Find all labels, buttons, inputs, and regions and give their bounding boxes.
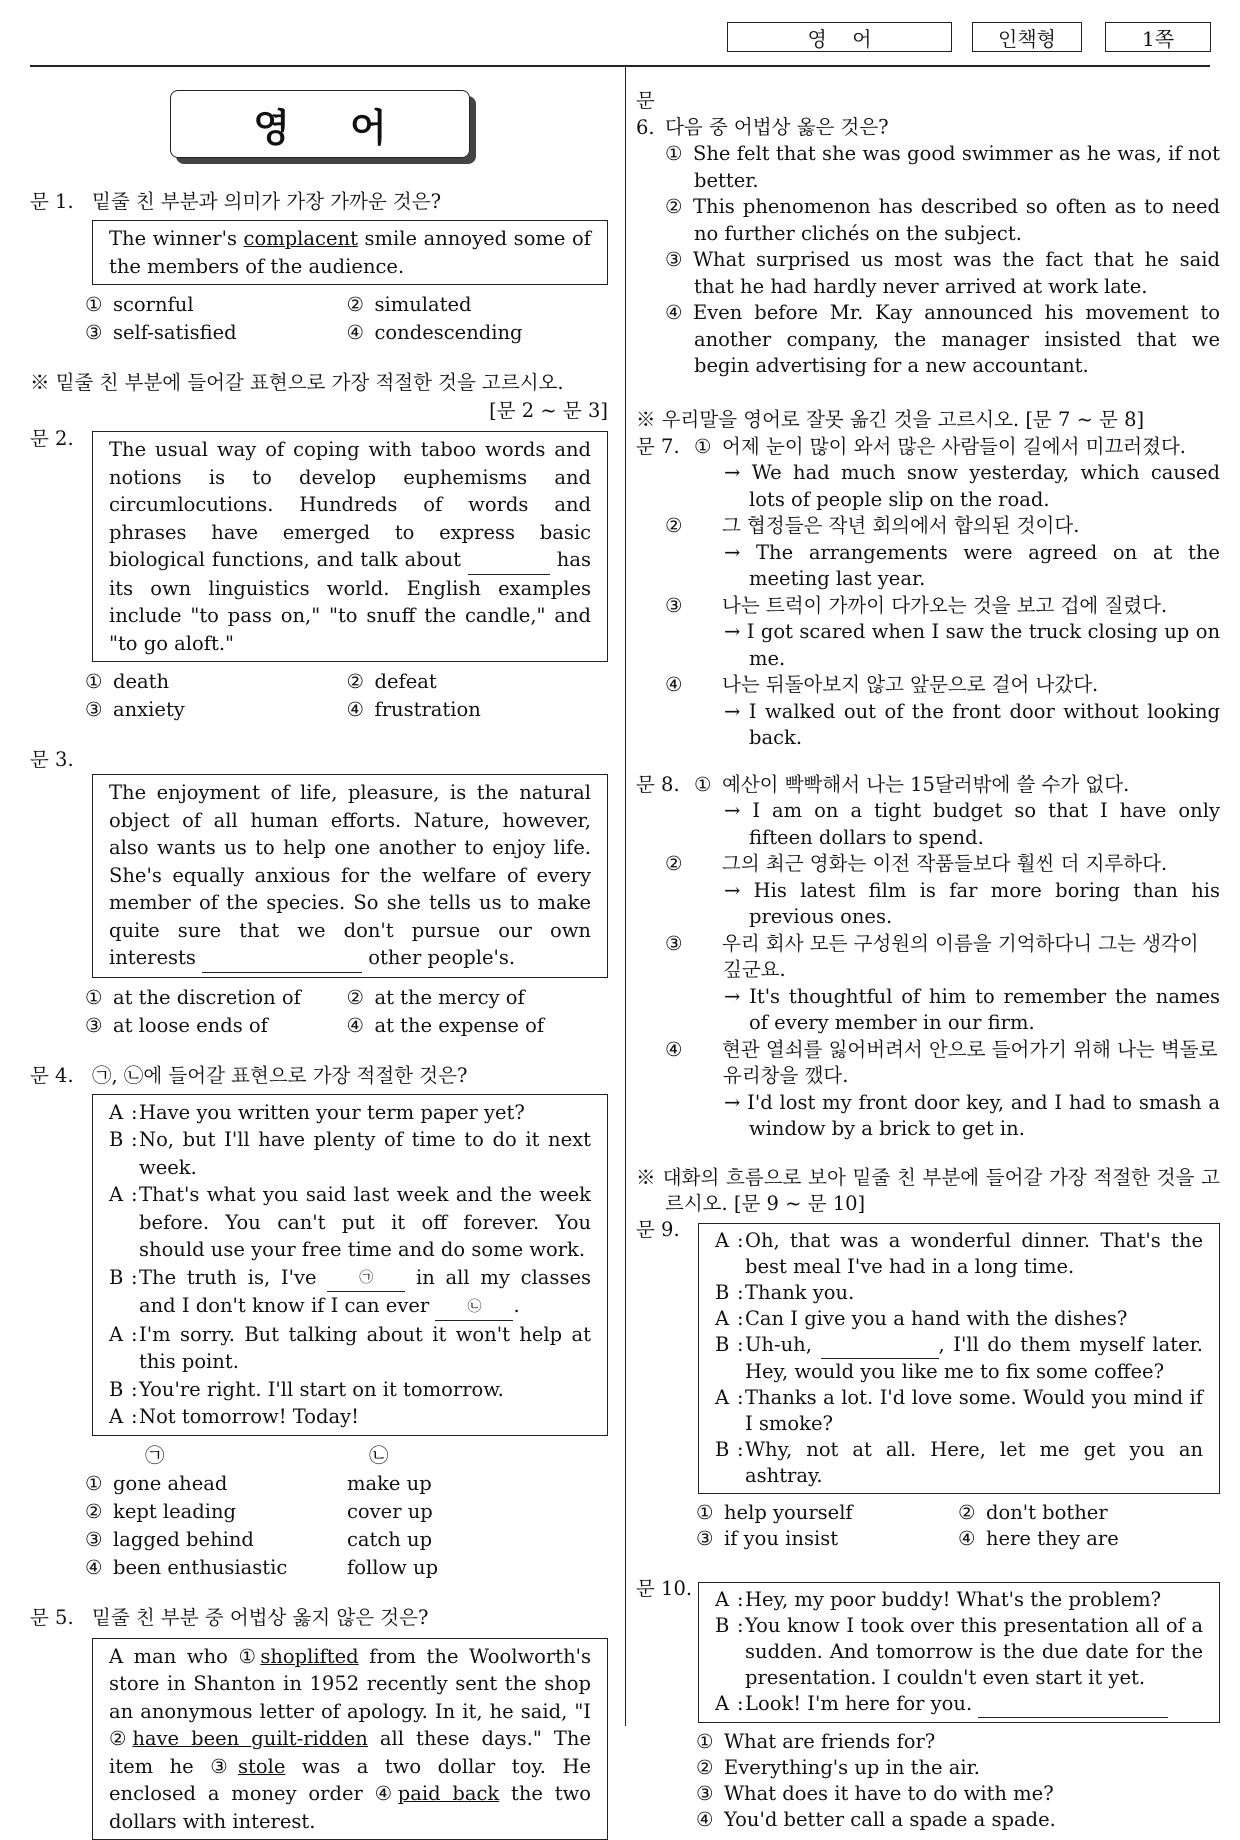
option-2[interactable]: ② defeat	[347, 668, 609, 696]
option-3[interactable]: ③ self-satisfied	[85, 319, 347, 347]
question-number: 문 4.	[30, 1062, 92, 1090]
options	[696, 1729, 1220, 1833]
option-3[interactable]: ③ lagged behind	[85, 1526, 347, 1554]
dialogue-line: A : Can I give you a hand with the dishes?	[715, 1306, 1203, 1332]
option-1[interactable]: ① at the discretion of	[85, 984, 347, 1012]
passage-box: The winner's complacent smile annoyed some of the members of the audience.	[92, 220, 608, 285]
underlined-word: complacent	[244, 227, 358, 250]
underlined-part-1: shoplifted	[260, 1645, 358, 1668]
question-9	[636, 1217, 1220, 1494]
option-3[interactable]: ③ at loose ends of	[85, 1012, 347, 1040]
option-4[interactable]: ④ been enthusiastic	[85, 1554, 347, 1582]
question-number: 문 2.	[30, 425, 92, 662]
dialogue-line: B : No, but I'll have plenty of time to do it next week.	[109, 1126, 591, 1181]
option-2[interactable]: ② kept leading	[85, 1498, 347, 1526]
option-4[interactable]: ④ You'd better call a spade a spade.	[696, 1807, 1220, 1833]
question-1	[30, 188, 608, 347]
question-stem: 밑줄 친 부분 중 어법상 옳지 않은 것은?	[92, 1606, 428, 1629]
dialogue-line: B : Thank you.	[715, 1280, 1203, 1306]
question-number: 문 8.	[636, 772, 694, 799]
dialogue-line: A : That's what you said last week and the week before. You can't put it off forever. You should use your free time and do some work.	[109, 1181, 591, 1264]
options	[696, 1500, 1220, 1552]
options	[85, 291, 608, 347]
question-stem: ㉠, ㉡에 들어갈 표현으로 가장 적절한 것은?	[92, 1064, 467, 1087]
answer-blank	[978, 1691, 1168, 1718]
option-1[interactable]: ① scornful	[85, 291, 347, 319]
instruction-note: ※ 우리말을 영어로 잘못 옮긴 것을 고르시오. [문 7 ~ 문 8]	[636, 406, 1220, 434]
translation-item[interactable]: → I am on a tight budget so that I have only fifteen dollars to spend. ② 그의 최근 영화는 이전 작품들보다 훨씬 더 지루하다. → His latest film is far more boring than his previous ones. ③ 우리 회사 모든 구성원의 이름을 기억하다니 그는 생각이 깊군요. → It's thoughtful of him to remember the names of every member in our firm. ④ 현관 열쇠를 잃어버려서 안으로 들어가기 위해 나는 벽돌로 유리창을 깼다. → I'd lost my front door key, and I had to smash a window by a brick to get in.	[636, 798, 1220, 1143]
passage-box: The usual way of coping with taboo words and notions is to develop euphemisms and circumlocutions. Hundreds of words and phrases have emerged to express basic biological functions, and talk about has its own linguistics world. English examples include "to pass on," "to snuff the candle," and "to go aloft."	[92, 431, 608, 662]
option-3[interactable]: ③ What surprised us most was the fact that he said that he had hardly never arrived at work late.	[636, 247, 1220, 300]
option-3[interactable]: ③ anxiety	[85, 696, 347, 724]
header-rule	[30, 65, 1210, 67]
option-3[interactable]: ③ What does it have to do with me?	[696, 1781, 1220, 1807]
question-stem: 밑줄 친 부분과 의미가 가장 가까운 것은?	[92, 190, 441, 213]
question-3	[30, 746, 608, 1040]
question-number: 문 3.	[30, 746, 608, 774]
blank-a: ㉠	[327, 1264, 405, 1293]
passage-box: The enjoyment of life, pleasure, is the natural object of all human efforts. Nature, however, also wants us to help one another to enjoy life. She's equally anxious for the welfare of every member of the species. So she tells us to make quite sure that we don't pursue our own interests other people's.	[92, 774, 608, 978]
option-4[interactable]: ④ frustration	[347, 696, 609, 724]
option-2[interactable]: ② simulated	[347, 291, 609, 319]
question-number: 문 10.	[636, 1576, 698, 1723]
options	[85, 668, 608, 724]
dialogue-line: A : Oh, that was a wonderful dinner. That's the best meal I've had in a long time.	[715, 1228, 1203, 1280]
dialogue-line: B : The truth is, I've ㉠ in all my classes and I don't know if I can ever ㉡ .	[109, 1264, 591, 1321]
option-2-b[interactable]: cover up	[347, 1498, 608, 1526]
dialogue-box	[698, 1223, 1220, 1494]
dialogue-line: A : Not tomorrow! Today!	[109, 1403, 591, 1431]
question-4	[30, 1062, 608, 1582]
options	[85, 1442, 608, 1582]
translation-item[interactable]: → We had much snow yesterday, which caused lots of people slip on the road. ② 그 협정들은 작년 회의에서 합의된 것이다. → The arrangements were agreed on at the meeting last year. ③ 나는 트럭이 가까이 다가오는 것을 보고 겁에 질렸다. → I got scared when I saw the truck closing up on me. ④ 나는 뒤돌아보지 않고 앞문으로 걸어 나갔다. → I walked out of the front door without looking back.	[636, 460, 1220, 752]
page-number-label: 1쪽	[1105, 22, 1211, 52]
dialogue-box	[698, 1582, 1220, 1723]
option-4-b[interactable]: follow up	[347, 1554, 608, 1582]
dialogue-line: A : Thanks a lot. I'd love some. Would you mind if I smoke?	[715, 1385, 1203, 1437]
instruction-note: ※ 대화의 흐름으로 보아 밑줄 친 부분에 들어갈 가장 적절한 것을 고르시오. [문 9 ~ 문 10]	[636, 1165, 1220, 1217]
question-number: 문 7.	[636, 434, 694, 461]
column-head-b: ㉡	[347, 1442, 608, 1470]
column-head-a: ㉠	[85, 1442, 347, 1470]
option-3-b[interactable]: catch up	[347, 1526, 608, 1554]
options	[85, 984, 608, 1040]
instruction-note: ※ 밑줄 친 부분에 들어갈 표현으로 가장 적절한 것을 고르시오. [문 2 ~ 문 3]	[30, 369, 608, 425]
option-2[interactable]: ② This phenomenon has described so often as to need no further clichés on the subject.	[636, 194, 1220, 247]
option-3[interactable]: ③ if you insist	[696, 1526, 958, 1552]
dialogue-line: B : You know I took over this presentation all of a sudden. And tomorrow is the due date for the presentation. I couldn't even start it yet.	[715, 1613, 1203, 1691]
booklet-type-label: 인책형	[972, 22, 1082, 52]
answer-blank	[202, 944, 362, 973]
answer-blank	[468, 546, 550, 575]
question-number: 문 6.	[636, 88, 665, 141]
right-column	[636, 88, 1220, 1833]
page-title: 영어	[170, 90, 470, 158]
dialogue-line: A : Hey, my poor buddy! What's the problem?	[715, 1587, 1203, 1613]
dialogue-line: B : You're right. I'll start on it tomorrow.	[109, 1376, 591, 1404]
option-1[interactable]: ① gone ahead	[85, 1470, 347, 1498]
underlined-part-4: paid back	[398, 1782, 499, 1805]
question-10	[636, 1576, 1220, 1723]
option-4[interactable]: ④ Even before Mr. Kay announced his movement to another company, the manager insisted that we begin advertising for a new accountant.	[636, 300, 1220, 380]
left-column	[30, 86, 608, 1840]
option-1[interactable]: ① help yourself	[696, 1500, 958, 1526]
option-4[interactable]: ④ at the expense of	[347, 1012, 609, 1040]
dialogue-box	[92, 1094, 608, 1436]
subject-label: 영 어	[727, 22, 952, 52]
question-number: 문 5.	[30, 1604, 92, 1632]
option-2[interactable]: ② at the mercy of	[347, 984, 609, 1012]
option-1[interactable]: ① death	[85, 668, 347, 696]
underlined-part-2: have been guilt-ridden	[132, 1727, 368, 1750]
question-2	[30, 425, 608, 662]
underlined-part-3: stole	[238, 1755, 285, 1778]
passage-box: A man who ①shoplifted from the Woolworth's store in Shanton in 1952 recently sent the shop an anonymous letter of apology. In it, he said, "I ②have been guilt-ridden all these days." The item he ③stole was a two dollar toy. He enclosed a money order ④paid back the two dollars with interest.	[92, 1638, 608, 1840]
option-2[interactable]: ② don't bother	[958, 1500, 1220, 1526]
answer-blank	[821, 1332, 939, 1359]
dialogue-line: B : Uh-uh, , I'll do them myself later. Hey, would you like me to fix some coffee?	[715, 1332, 1203, 1385]
question-8: 문 8. ① 예산이 빡빡해서 나는 15달러밖에 쓸 수가 없다. → I am on a tight budget so that I have only fifteen dollars to spend. ② 그의 최근 영화는 이전 작품들보다 훨씬 더 지루하다. → His latest film is far more boring than his previous ones. ③ 우리 회사 모든 구성원의 이름을 기억하다니 그는 생각이 깊군요. → It's thoughtful of him to remember the names of every member in our firm. ④ 현관 열쇠를 잃어버려서 안으로 들어가기 위해 나는 벽돌로 유리창을 깼다. → I'd lost my front door key, and I had to smash a window by a brick to get in.	[636, 772, 1220, 1143]
option-1-b[interactable]: make up	[347, 1470, 608, 1498]
option-2[interactable]: ② Everything's up in the air.	[696, 1755, 1220, 1781]
dialogue-line: A : I'm sorry. But talking about it won't help at this point.	[109, 1321, 591, 1376]
question-stem: 다음 중 어법상 옳은 것은?	[665, 116, 889, 139]
dialogue-line: A : Have you written your term paper yet?	[109, 1099, 591, 1127]
question-number: 문 1.	[30, 188, 92, 216]
question-6	[636, 88, 1220, 380]
question-number: 문 9.	[636, 1217, 698, 1494]
option-1[interactable]: ① She felt that she was good swimmer as he was, if not better.	[636, 141, 1220, 194]
question-5	[30, 1604, 608, 1840]
column-divider	[625, 66, 626, 1726]
dialogue-line: B : Why, not at all. Here, let me get you an ashtray.	[715, 1437, 1203, 1489]
blank-b: ㉡	[435, 1292, 513, 1321]
option-4[interactable]: ④ here they are	[958, 1526, 1220, 1552]
dialogue-line: A : Look! I'm here for you.	[715, 1691, 1203, 1718]
option-1[interactable]: ① What are friends for?	[696, 1729, 1220, 1755]
question-7: 문 7. ① 어제 눈이 많이 와서 많은 사람들이 길에서 미끄러졌다. → We had much snow yesterday, which caused lots of people slip on the road. ② 그 협정들은 작년 회의에서 합의된 것이다. → The arrangements were agreed on at the meeting last year. ③ 나는 트럭이 가까이 다가오는 것을 보고 겁에 질렸다. → I got scared when I saw the truck closing up on me. ④ 나는 뒤돌아보지 않고 앞문으로 걸어 나갔다. → I walked out of the front door without looking back.	[636, 434, 1220, 752]
option-4[interactable]: ④ condescending	[347, 319, 609, 347]
